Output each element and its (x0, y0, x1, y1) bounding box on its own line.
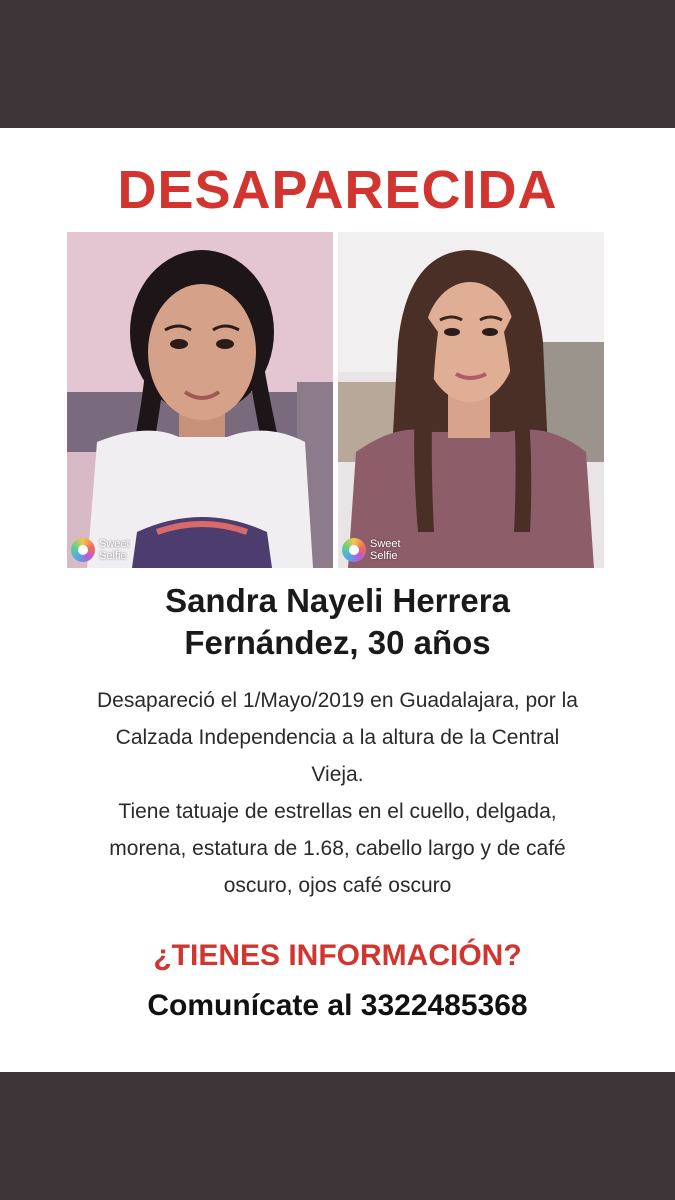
watermark-line1: Sweet (370, 538, 401, 550)
sweet-selfie-logo-icon (71, 538, 95, 562)
contact-phone: Comunícate al 3322485368 (147, 989, 528, 1022)
poster-headline: DESAPARECIDA (117, 160, 558, 220)
watermark-line2: Selfie (99, 550, 127, 562)
description-line: Desapareció el 1/Mayo/2019 en Guadalajara, por la (97, 689, 578, 712)
description (40, 682, 635, 904)
sweet-selfie-watermark-right (342, 538, 401, 562)
sweet-selfie-logo-icon (342, 538, 366, 562)
description-line: morena, estatura de 1.68, cabello largo y de café (109, 837, 566, 860)
information-question: ¿TIENES INFORMACIÓN? (153, 939, 522, 972)
description-line: Vieja. (311, 763, 364, 786)
photo-left (67, 232, 333, 568)
person-name-line2: Fernández, 30 años (184, 624, 491, 661)
description-line: Tiene tatuaje de estrellas en el cuello, delgada, (118, 800, 557, 823)
watermark-line2: Selfie (370, 550, 398, 562)
missing-person-poster (0, 128, 675, 1072)
portrait-left-image (67, 232, 333, 568)
photo-right (338, 232, 604, 568)
description-line: oscuro, ojos café oscuro (223, 874, 452, 897)
portrait-right-image (338, 232, 604, 568)
person-name (0, 580, 675, 664)
watermark-line1: Sweet (99, 538, 130, 550)
description-line: Calzada Independencia a la altura de la Central (115, 726, 560, 749)
sweet-selfie-watermark-left (71, 538, 130, 562)
person-name-line1: Sandra Nayeli Herrera (165, 582, 510, 619)
